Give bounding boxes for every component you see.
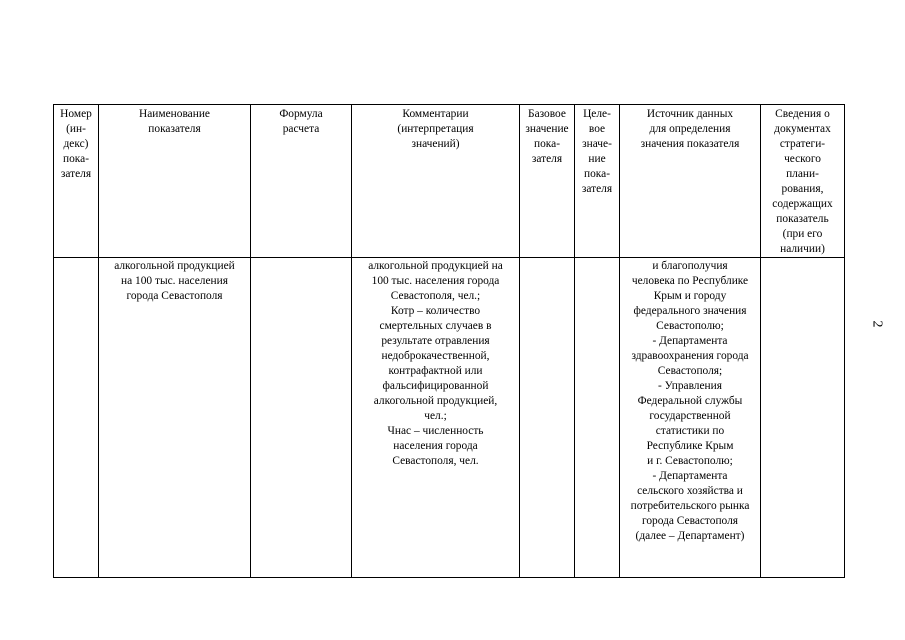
- text-line: документах: [774, 123, 831, 135]
- text-line: плани-: [786, 168, 819, 180]
- text-line: зателя: [60, 168, 92, 180]
- page-number: 2: [869, 320, 885, 328]
- text-line: зателя: [581, 183, 613, 195]
- text-line: содержащих: [772, 198, 833, 210]
- text-line: показателя: [148, 123, 201, 135]
- text-line: государственной: [649, 410, 731, 422]
- text-line: на 100 тыс. населения: [121, 275, 228, 287]
- table-row: [54, 258, 845, 578]
- text-line: Чнас – численность: [387, 425, 484, 437]
- text-line: Севастополя, чел.: [392, 455, 479, 467]
- cell-comments: [352, 258, 520, 578]
- text-line: Республике Крым: [646, 440, 734, 452]
- text-line: пока-: [62, 153, 89, 165]
- text-line: алкогольной продукцией: [114, 260, 235, 272]
- text-line: Севастополя, чел.;: [390, 290, 481, 302]
- text-line: чел.;: [424, 410, 447, 422]
- text-line: алкогольной продукцией на: [368, 260, 503, 272]
- header-data-source: [620, 105, 761, 258]
- text-line: Севастополю;: [656, 320, 724, 332]
- text-line: - Департамента: [652, 470, 728, 482]
- text-line: ние: [588, 153, 606, 165]
- text-line: показатель: [776, 213, 829, 225]
- text-line: рования,: [781, 183, 824, 195]
- text-line: вое: [588, 123, 606, 135]
- text-line: города Севастополя: [641, 515, 739, 527]
- text-line: Целе-: [583, 108, 611, 120]
- text-line: контрафактной или: [388, 365, 483, 377]
- text-line: значений): [411, 138, 460, 150]
- text-line: (интерпретация: [397, 123, 474, 135]
- text-line: для определения: [649, 123, 731, 135]
- header-indicator-name: [99, 105, 251, 258]
- text-line: наличии): [780, 243, 825, 255]
- header-formula: [251, 105, 352, 258]
- text-line: недоброкачественной,: [381, 350, 490, 362]
- text-line: - Департамента: [652, 335, 728, 347]
- text-line: статистики по: [655, 425, 725, 437]
- text-line: (ин-: [66, 123, 86, 135]
- text-line: 100 тыс. населения города: [371, 275, 500, 287]
- text-line: потребительского рынка: [630, 500, 750, 512]
- text-line: Сведения о: [775, 108, 830, 120]
- text-line: зателя: [531, 153, 563, 165]
- text-line: декс): [63, 138, 89, 150]
- text-line: Формула: [279, 108, 323, 120]
- text-line: Базовое: [528, 108, 566, 120]
- header-planning-documents: [761, 105, 845, 258]
- text-line: значение: [525, 123, 569, 135]
- header-base-value: [520, 105, 575, 258]
- header-number: [54, 105, 99, 258]
- text-line: - Управления: [658, 380, 722, 392]
- text-line: Номер: [60, 108, 92, 120]
- header-target-value: [575, 105, 620, 258]
- text-line: здравоохранения города: [631, 350, 749, 362]
- cell-target-value: [575, 258, 620, 578]
- text-line: результате отравления: [381, 335, 490, 347]
- text-line: Севастополя;: [657, 365, 723, 377]
- text-line: фальсифицированной: [382, 380, 489, 392]
- text-line: города Севастополя: [126, 290, 223, 302]
- text-line: пока-: [583, 168, 610, 180]
- text-line: смертельных случаев в: [379, 320, 492, 332]
- text-line: стратеги-: [779, 138, 826, 150]
- text-line: значе-: [582, 138, 612, 150]
- text-line: Комментарии: [402, 108, 469, 120]
- cell-number: [54, 258, 99, 578]
- text-line: сельского хозяйства и: [637, 485, 743, 497]
- cell-indicator-name: [99, 258, 251, 578]
- cell-formula: [251, 258, 352, 578]
- header-row: [54, 105, 845, 258]
- text-line: (далее – Департамент): [635, 530, 745, 542]
- text-line: Котр – количество: [390, 305, 481, 317]
- text-line: федерального значения: [633, 305, 747, 317]
- text-line: алкогольной продукцией,: [373, 395, 498, 407]
- header-comments: [352, 105, 520, 258]
- text-line: Источник данных: [646, 108, 734, 120]
- indicator-table: [53, 104, 845, 578]
- text-line: ческого: [784, 153, 821, 165]
- text-line: Федеральной службы: [637, 395, 743, 407]
- text-line: значения показателя: [640, 138, 740, 150]
- text-line: и г. Севастополю;: [647, 455, 733, 467]
- cell-base-value: [520, 258, 575, 578]
- text-line: населения города: [393, 440, 478, 452]
- text-line: человека по Республике: [631, 275, 749, 287]
- text-line: Наименование: [139, 108, 210, 120]
- cell-planning-documents: [761, 258, 845, 578]
- cell-data-source: [620, 258, 761, 578]
- text-line: Крым и городу: [653, 290, 727, 302]
- text-line: расчета: [282, 123, 320, 135]
- text-line: и благополучия: [652, 260, 728, 272]
- text-line: пока-: [533, 138, 560, 150]
- text-line: (при его: [782, 228, 823, 240]
